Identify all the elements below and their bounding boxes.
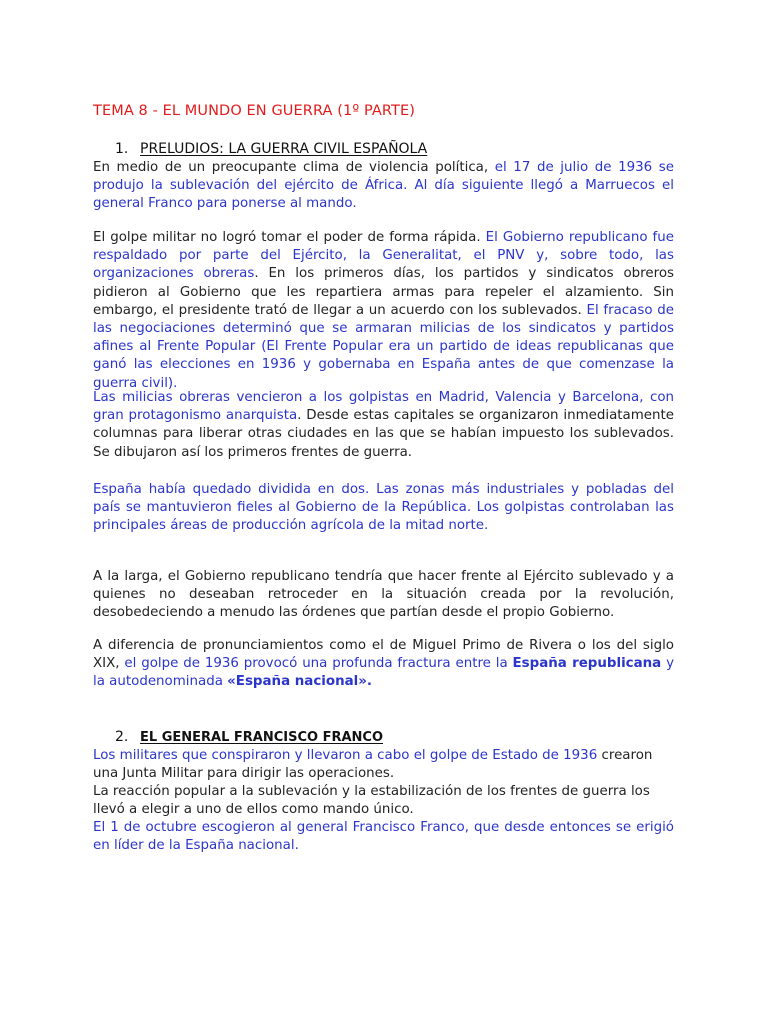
- text-run: . Desde estas capitales se organizaron inmediatamente columnas para liberar otras ciudades en las que se habían impuesto los sublevados. Se dibujaron así los primeros frentes de guerra.: [93, 408, 674, 460]
- highlight-bold-run: «España nacional».: [227, 674, 372, 690]
- highlight-run: Los militares que conspiraron y llevaron a cabo el golpe de Estado de 1936: [93, 748, 598, 763]
- text-run: . En los primeros días, los partidos y sindicatos obreros pidieron al Gobierno que les repartiera armas para repeler el alzamiento. Sin embargo, el presidente trató de llegar a un acuerdo con los sublevados.: [93, 266, 674, 318]
- highlight-run: El fracaso de las negociaciones determinó que se armaran milicias de los sindicatos y partidos afines al Frente Popular (El Frente Popular era un partido de ideas republicanas que ganó las elecciones en 1936 y gobernaba en España antes de que comenzase la guerra civil).: [93, 302, 674, 391]
- text-run: El golpe militar no logró tomar el poder de forma rápida.: [93, 230, 486, 245]
- text-run: En medio de un preocupante clima de violencia política,: [93, 160, 495, 175]
- section-2-title: EL GENERAL FRANCISCO FRANCO: [140, 730, 383, 745]
- section-2-number: 2.: [115, 729, 129, 745]
- section-1-heading: [115, 141, 427, 157]
- section-1-number: 1.: [115, 141, 129, 157]
- section-2-paragraph-2: La reacción popular a la sublevación y la estabilización de los frentes de guerra los llevó a elegir a uno de ellos como mando único.: [93, 784, 650, 818]
- section-1-paragraph-2: [93, 229, 674, 393]
- section-1-paragraph-4: España había quedado dividida en dos. Las zonas más industriales y pobladas del país se mantuvieron fieles al Gobierno de la República. Los golpistas controlaban las principales áreas de producción agrícola de la mitad norte.: [93, 482, 674, 534]
- section-1-paragraph-6: [93, 637, 674, 692]
- highlight-run: , que desde entonces se erigió en líder de la España nacional.: [93, 820, 674, 854]
- highlight-run: El Gobierno republicano fue respaldado por parte del Ejército, la Generalitat, el PNV y, sobre todo, las organizaciones obreras: [93, 230, 674, 282]
- document-title: TEMA 8 - EL MUNDO EN GUERRA (1º PARTE): [93, 103, 416, 119]
- highlight-run: Las milicias obreras vencieron a los golpistas en Madrid, Valencia y Barcelona, con gran protagonismo anarquista: [93, 390, 674, 424]
- text-run: crearon una Junta Militar para dirigir las operaciones.: [93, 748, 653, 782]
- highlight-bold-run: España republicana: [512, 656, 662, 672]
- section-2-heading: [115, 729, 383, 745]
- text-run: A diferencia de pronunciamientos como el de Miguel Primo de Rivera o los del siglo XIX,: [93, 638, 674, 672]
- section-1-paragraph-1: [93, 159, 674, 214]
- highlight-run: el 17 de julio de 1936 se produjo la sublevación del ejército de África. Al día siguiente llegó a Marruecos el general Franco para ponerse al mando.: [93, 160, 674, 212]
- section-1-title: PRELUDIOS: LA GUERRA CIVIL ESPAÑOLA: [140, 141, 428, 157]
- section-1-paragraph-5: A la larga, el Gobierno republicano tendría que hacer frente al Ejército sublevado y a quienes no deseaban retroceder en la situación creada por la revolución, desobedeciendo a menudo las órdenes que partían desde el propio Gobierno.: [93, 569, 674, 621]
- highlight-run: El 1 de octubre escogieron al general Francisco Franco: [93, 820, 465, 835]
- section-1-paragraph-3: [93, 389, 674, 462]
- highlight-run: y la autodenominada: [93, 656, 674, 690]
- section-2-paragraph-3: [93, 819, 674, 855]
- highlight-run: el golpe de 1936 provocó una profunda fractura entre la: [124, 656, 513, 672]
- section-2-paragraph-1: [93, 747, 674, 783]
